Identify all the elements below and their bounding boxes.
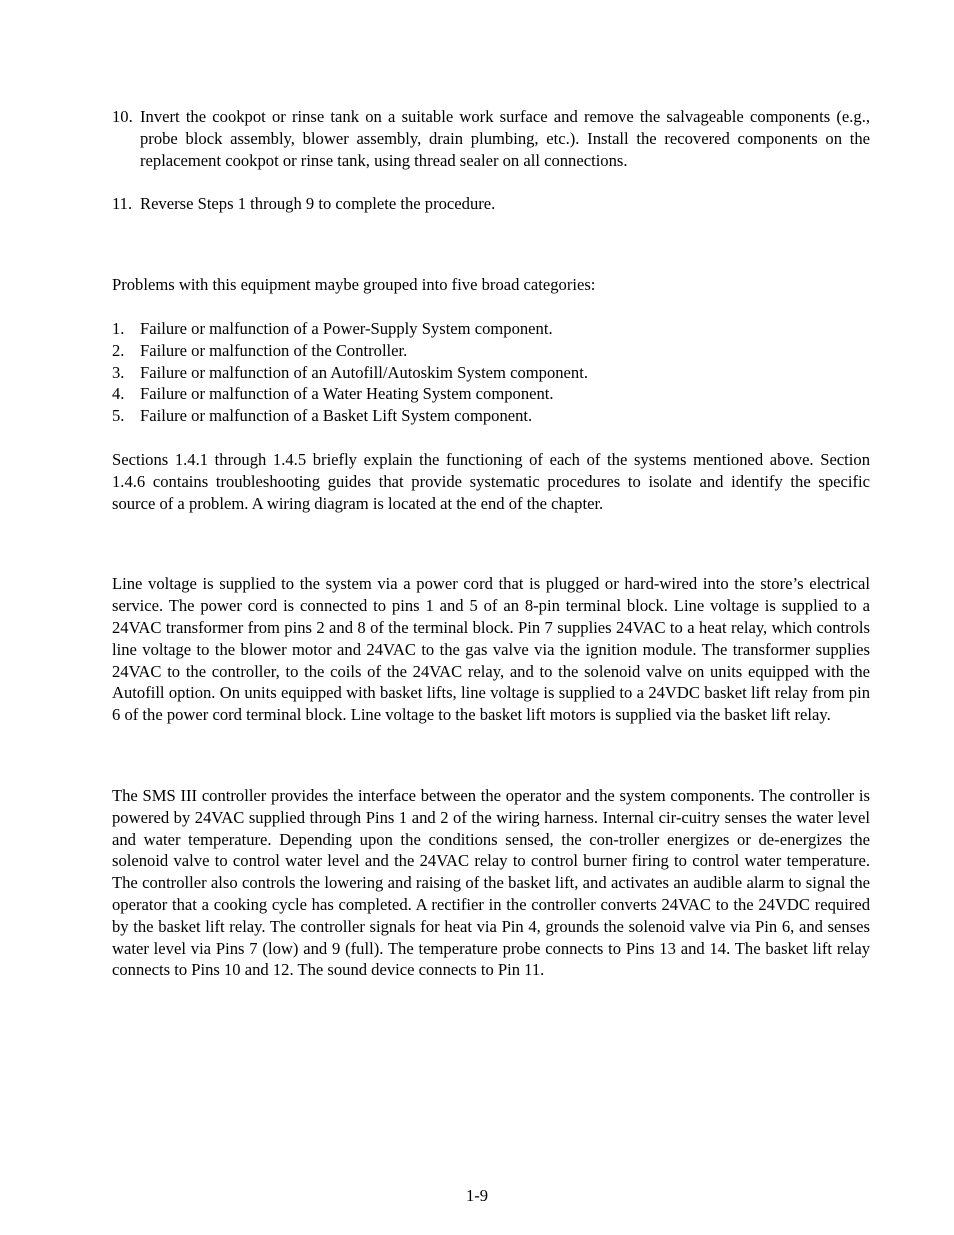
- step-text: Reverse Steps 1 through 9 to complete the procedure.: [140, 194, 496, 214]
- list-item-text: Failure or malfunction of a Power-Supply System component.: [140, 318, 553, 338]
- list-item-number: 2.: [112, 340, 125, 360]
- list-item: [112, 362, 870, 384]
- list-item-text: Failure or malfunction of a Water Heating System component.: [140, 384, 554, 404]
- category-list: [112, 318, 870, 427]
- procedure-step: [112, 193, 870, 215]
- list-item: [112, 318, 870, 340]
- power-supply-paragraph: Line voltage is supplied to the system via a power cord that is plugged or hard-wired into the store’s electrical service. The power cord is connected to pins 1 and 5 of an 8-pin terminal block. Line voltage is supplied to a 24VAC transformer from pins 2 and 8 of the terminal block. Pin 7 supplies 24VAC to a heat relay, which controls line voltage to the blower motor and 24VAC to the gas valve via the ignition module. The transformer supplies 24VAC to the controller, to the coils of the 24VAC relay, and to the solenoid valve on units equipped with the Autofill option. On units equipped with basket lifts, line voltage is supplied to a 24VDC basket lift relay from pin 6 of the power cord terminal block. Line voltage to the basket lift motors is supplied via the basket lift relay.: [112, 574, 870, 725]
- controller-paragraph: The SMS III controller provides the interface between the operator and the system components. The controller is powered by 24VAC supplied through Pins 1 and 2 of the wiring harness. Internal cir-cuitry senses the water level and water temperature. Depending upon the conditions sensed, the con-troller energizes or de-energizes the solenoid valve to control water level and the 24VAC relay to control burner firing to control water temperature. The controller also controls the lowering and raising of the basket lift, and activates an audible alarm to signal the operator that a cooking cycle has completed. A rectifier in the controller converts 24VAC to the 24VDC required by the basket lift relay. The controller signals for heat via Pin 4, grounds the solenoid valve via Pin 6, and senses water level via Pins 7 (low) and 9 (full). The temperature probe connects to Pins 13 and 14. The basket lift relay connects to Pins 10 and 12. The sound device connects to Pin 11.: [112, 785, 870, 980]
- list-item-text: Failure or malfunction of an Autofill/Autoskim System component.: [140, 362, 588, 382]
- step-text: Invert the cookpot or rinse tank on a suitable work surface and remove the salvageable components (e.g., probe block assembly, blower assembly, drain plumbing, etc.). Install the recovered components on the replacement cookpot or rinse tank, using thread sealer on all connections.: [140, 107, 870, 170]
- page-number: 1-9: [465, 1186, 489, 1205]
- list-item: [112, 383, 870, 405]
- list-item-number: 4.: [112, 384, 125, 404]
- list-item-text: Failure or malfunction of the Controller.: [140, 340, 408, 360]
- step-number: 10.: [112, 107, 133, 126]
- list-item-number: 5.: [112, 406, 125, 426]
- sections-paragraph: Sections 1.4.1 through 1.4.5 briefly explain the functioning of each of the systems mentioned above. Section 1.4.6 contains troubleshooting guides that provide systematic procedures to isolate and identify the specific source of a problem. A wiring diagram is located at the end of the chapter.: [112, 449, 870, 513]
- list-item: [112, 405, 870, 427]
- page-body: [112, 106, 870, 981]
- step-number: 11.: [112, 194, 133, 214]
- procedure-step: [112, 106, 870, 171]
- list-item-number: 3.: [112, 362, 125, 382]
- list-item: [112, 340, 870, 362]
- list-item-text: Failure or malfunction of a Basket Lift System component.: [140, 406, 533, 426]
- intro-paragraph: Problems with this equipment maybe grouped into five broad categories:: [112, 275, 596, 295]
- list-item-number: 1.: [112, 318, 125, 338]
